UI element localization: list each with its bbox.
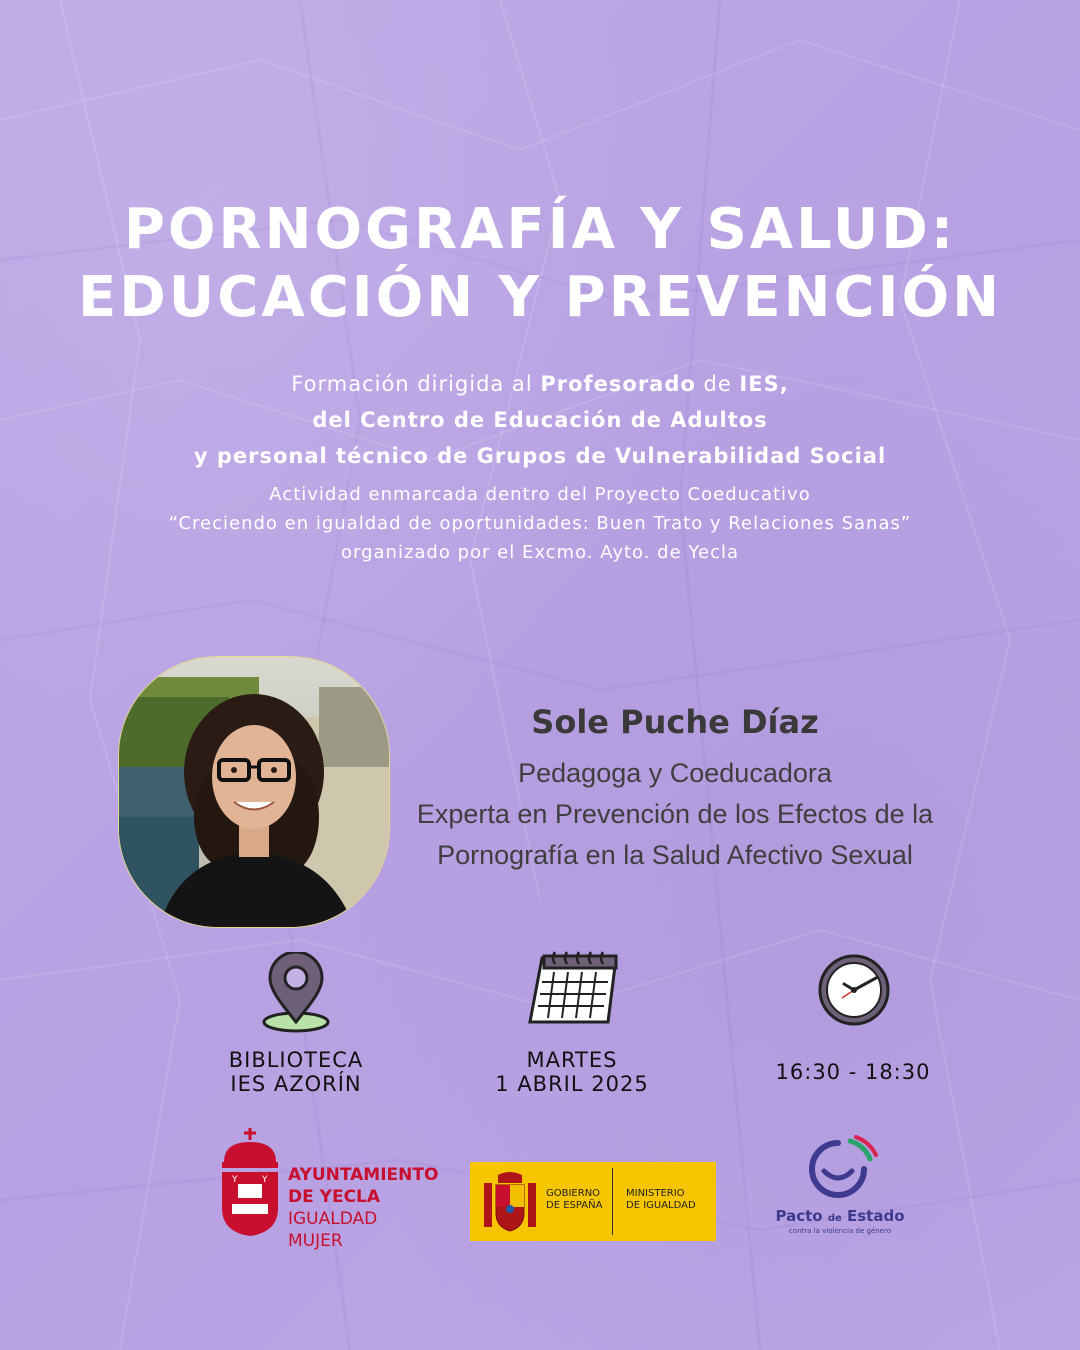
speaker-photo [118, 656, 390, 928]
yecla-name-1: AYUNTAMIENTO [288, 1165, 439, 1185]
project-note [0, 480, 1080, 567]
calendar-icon [522, 950, 626, 1028]
intro-ies: IES, [739, 372, 789, 396]
speaker-role-2: Experta en Prevención de los Efectos de la [416, 799, 934, 829]
map-pin-icon [258, 952, 334, 1034]
title-line-2: EDUCACIÓN Y PREVENCIÓN [78, 265, 1002, 330]
audience-description [0, 366, 1080, 474]
speaker-name: Sole Puche Díaz [531, 703, 819, 741]
gobierno-espana-logo [470, 1162, 716, 1241]
note-line-2: “Creciendo en igualdad de oportunidades: Buen Trato y Relaciones Sanas” [168, 513, 912, 534]
ministry-name-1: MINISTERIO [626, 1188, 685, 1199]
ayuntamiento-yecla-logo [218, 1128, 448, 1250]
date-line-1: MARTES [526, 1048, 618, 1072]
yecla-dept-2: MUJER [288, 1231, 343, 1251]
pacto-de-estado-logo [770, 1135, 910, 1245]
speaker-role-3: Pornografía en la Salud Afectivo Sexual [437, 840, 913, 870]
intro-line-2: del Centro de Educación de Adultos [312, 408, 768, 432]
pacto-subtitle: contra la violencia de género [788, 1227, 891, 1235]
pacto-name-c: Estado [841, 1207, 905, 1225]
ministry-name-2: DE IGUALDAD [626, 1200, 696, 1211]
pacto-name-a: Pacto [775, 1207, 828, 1225]
gov-name-1: GOBIERNO [546, 1188, 601, 1199]
spain-coat-of-arms-icon [482, 1169, 538, 1235]
title-line-1: PORNOGRAFÍA Y SALUD: [123, 197, 957, 262]
gov-name-2: DE ESPAÑA [546, 1200, 603, 1211]
yecla-name-2: DE YECLA [288, 1187, 381, 1207]
note-line-1: Actividad enmarcada dentro del Proyecto Coeducativo [269, 484, 811, 505]
location-line-2: IES AZORÍN [230, 1072, 362, 1096]
intro-de: de [695, 372, 740, 396]
yecla-dept-1: IGUALDAD [288, 1209, 378, 1229]
clock-icon [816, 952, 892, 1028]
intro-profesorado: Profesorado [540, 372, 696, 396]
speaker-role-1: Pedagoga y Coeducadora [518, 758, 832, 788]
svg-text:Y: Y [262, 1175, 268, 1185]
yecla-crest-icon [218, 1128, 282, 1238]
speaker-description [390, 753, 960, 876]
event-location [206, 1048, 386, 1096]
event-date [472, 1048, 672, 1096]
location-line-1: BIBLIOTECA [228, 1048, 364, 1072]
event-time: 16:30 - 18:30 [775, 1060, 931, 1084]
date-line-2: 1 ABRIL 2025 [495, 1072, 649, 1096]
intro-line-3: y personal técnico de Grupos de Vulnerabilidad Social [193, 444, 887, 468]
pacto-name-b: de [827, 1213, 842, 1224]
intro-text: Formación dirigida al [291, 372, 541, 396]
pacto-smile-icon [798, 1135, 878, 1201]
svg-text:Y: Y [232, 1175, 238, 1185]
note-line-3: organizado por el Excmo. Ayto. de Yecla [340, 542, 739, 563]
